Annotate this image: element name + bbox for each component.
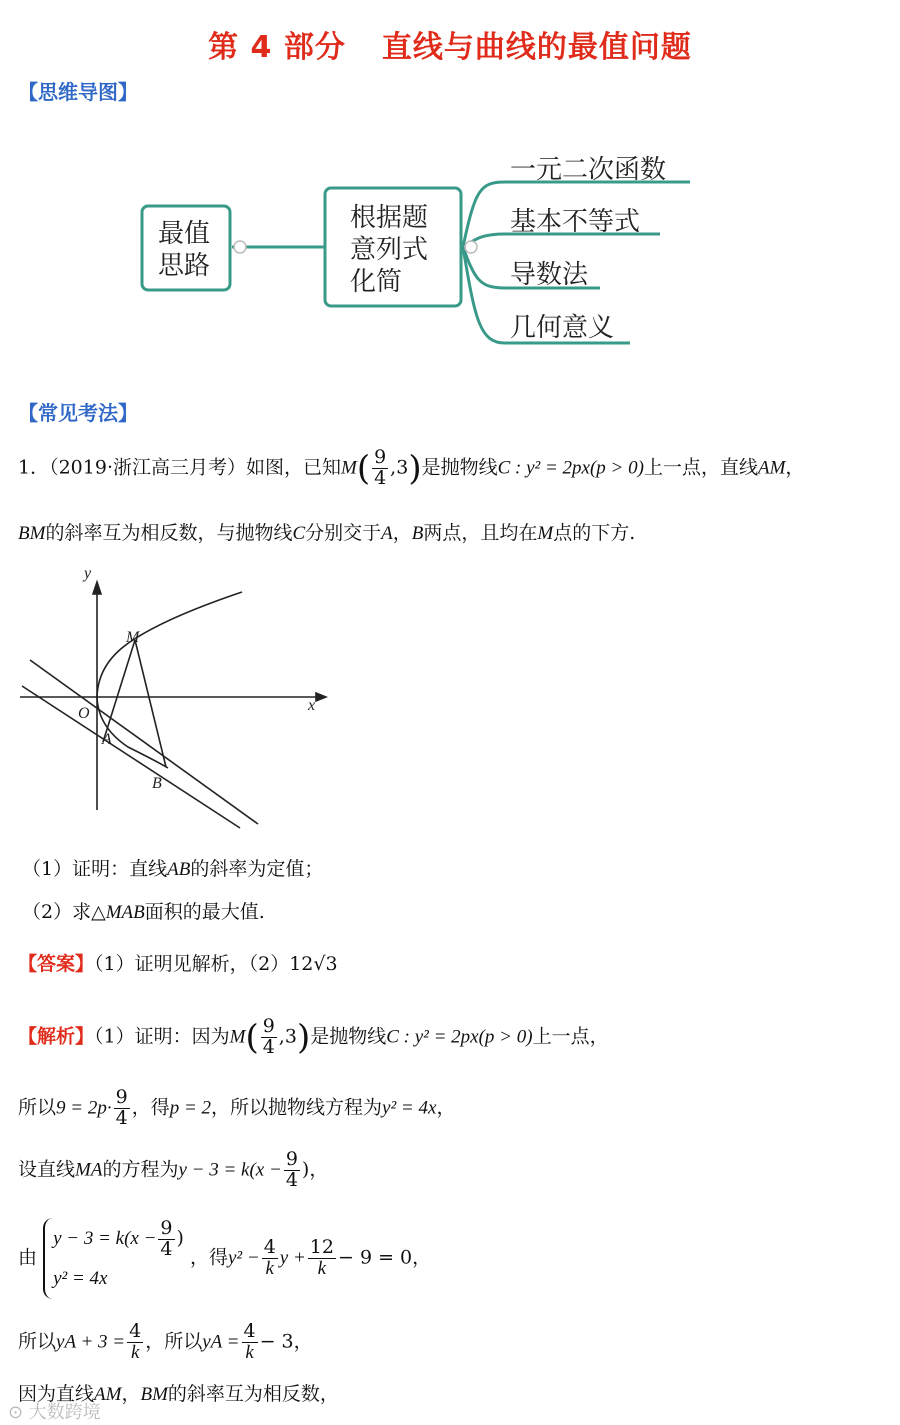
root-line-2: 思路 [158, 251, 211, 281]
label-x: x [308, 697, 316, 714]
question-2: （2）求△MAB面积的最大值. [22, 901, 265, 923]
mind-map [0, 140, 900, 360]
line-ab-left [30, 660, 258, 824]
line-ab [22, 686, 240, 828]
middle-line-1: 根据题 [350, 203, 429, 233]
section-mindmap: 【思维导图】 [18, 80, 138, 104]
leaf-3: 导数法 [510, 260, 589, 290]
root-line-1: 最值 [158, 219, 211, 249]
analysis-line-1: 【解析】（1）证明：因为M( $\frac{9}{4}$ ,3)是抛物线C : y² = 2px(p > 0)上一点， [18, 1015, 609, 1058]
parabola-curve [97, 592, 242, 768]
equation-system: y − 3 = k(x − $\frac{9}{4}$ ) y² = 4x [43, 1218, 184, 1299]
title-topic: 直线与曲线的最值问题 [381, 30, 692, 65]
middle-line-3: 化简 [350, 267, 403, 297]
analysis-line-5: 所以yA + 3 = $\frac{4}{k}$ ，所以yA = $\frac{4}{k}$ − 3， [18, 1320, 313, 1363]
leaf-2: 基本不等式 [510, 207, 641, 237]
watermark: ⊙ 大数跨境 [8, 1402, 101, 1423]
middle-line-2: 意列式 [350, 235, 429, 265]
title-part: 第 4 部分 [208, 30, 346, 65]
curve-equation: C : y² = 2px(p > 0) [497, 457, 644, 479]
leaf-1: 一元二次函数 [510, 155, 667, 185]
label-m: M [126, 629, 140, 646]
answer-value: 12√3 [289, 953, 338, 975]
point-m: M [340, 457, 357, 479]
analysis-line-4: 由 y − 3 = k(x − $\frac{9}{4}$ ) y² = 4x ，得y² − $\frac{4}{k}$ y + $\frac{12}{k}$ − 9 = 0， [18, 1218, 431, 1299]
page-title [0, 22, 900, 66]
analysis-line-2: 所以9 = 2p· $\frac{9}{4}$ ，得p = 2，所以抛物线方程为y² = 4x， [18, 1086, 456, 1129]
parabola-figure [18, 562, 328, 842]
label-b: B [152, 775, 162, 792]
analysis-label: 【解析】 [18, 1025, 95, 1048]
problem-line-2: BM的斜率互为相反数，与抛物线C分别交于A，B两点，且均在M点的下方. [18, 522, 636, 544]
problem-line-1: 1．（2019·浙江高三月考）如图，已知M( $\frac{9}{4}$ ,3)是抛物线C : y² = 2px(p > 0)上一点，直线AM， [18, 446, 805, 489]
analysis-line-3: 设直线MA的方程为y − 3 = k(x − $\frac{9}{4}$ )， [18, 1148, 329, 1191]
analysis-line-6: 因为直线AM，BM的斜率互为相反数， [18, 1383, 339, 1405]
answer-line: 【答案】（1）证明见解析，（2）12√3 [18, 953, 338, 975]
line-bm [135, 640, 166, 767]
section-common: 【常见考法】 [18, 401, 138, 425]
label-a: A [102, 731, 112, 748]
label-o: O [78, 705, 90, 722]
fraction-9-4: $\frac{9}{4}$ [374, 446, 387, 489]
leaf-4: 几何意义 [510, 313, 615, 343]
line-am [103, 640, 135, 742]
label-y: y [84, 565, 92, 582]
question-1: （1）证明：直线AB的斜率为定值； [22, 858, 324, 880]
problem-intro: 1．（2019·浙江高三月考）如图，已知 [18, 456, 341, 479]
answer-label: 【答案】 [18, 953, 95, 975]
